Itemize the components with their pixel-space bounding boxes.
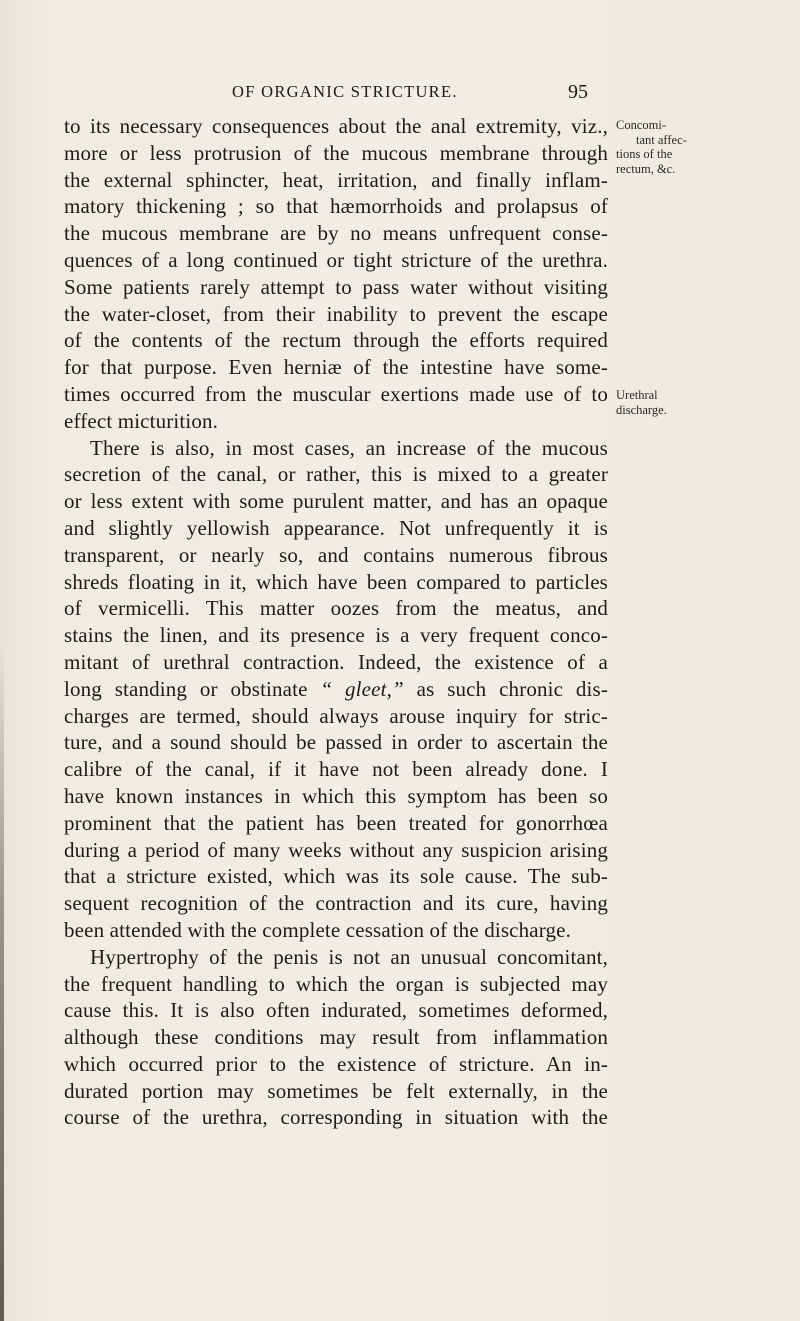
text-line: the frequent handling to which the organ is subjected may — [64, 971, 608, 996]
text-line: or less extent with some purulent matter, and has an opaque — [64, 489, 608, 514]
text-line: which occurred prior to the existence of stricture. An in- — [64, 1051, 608, 1076]
text-fragment: as such chronic dis- — [416, 676, 608, 701]
text-line: sequent recognition of the contraction and its cure, having — [64, 891, 608, 916]
text-line: have known instances in which this symptom has been so — [64, 783, 608, 808]
text-line: There is also, in most cases, an increase of the mucous — [90, 435, 608, 460]
text-line: that a stricture existed, which was its sole cause. The sub- — [64, 864, 608, 889]
text-line: durated portion may sometimes be felt externally, in the — [64, 1078, 608, 1103]
page-header — [0, 82, 800, 106]
margin-note-line: tant affec- — [636, 132, 687, 147]
text-line: of vermicelli. This matter oozes from the meatus, and — [64, 596, 608, 621]
text-line: shreds floating in it, which have been compared to particles — [64, 569, 608, 594]
text-line: course of the urethra, corresponding in situation with the — [64, 1105, 608, 1130]
text-line: cause this. It is also often indurated, sometimes deformed, — [64, 998, 608, 1023]
text-line: transparent, or nearly so, and contains numerous fibrous — [64, 542, 608, 567]
margin-note-line: discharge. — [616, 402, 667, 417]
margin-note-urethral-discharge — [616, 388, 768, 417]
text-line: during a period of many weeks without any suspicion arising — [64, 837, 608, 862]
text-line: Some patients rarely attempt to pass water without visiting — [64, 274, 608, 299]
text-line: mitant of urethral contraction. Indeed, the existence of a — [64, 649, 608, 674]
text-line: Hypertrophy of the penis is not an unusual concomitant, — [90, 944, 608, 969]
text-line-with-gleet — [64, 676, 608, 703]
text-line: and slightly yellowish appearance. Not unfrequently it is — [64, 515, 608, 540]
margin-note-line: tions of the — [616, 147, 673, 161]
text-line: calibre of the canal, if it have not been already done. I — [64, 757, 608, 782]
text-fragment: long standing or obstinate — [64, 676, 308, 701]
body-text — [64, 113, 608, 1131]
text-line: times occurred from the muscular exertions made use of to — [64, 381, 608, 406]
text-line: been attended with the complete cessation of the discharge. — [64, 917, 572, 942]
text-line: the water-closet, from their inability to prevent the escape — [64, 301, 608, 326]
text-line: matory thickening ; so that hæmorrhoids and prolapsus of — [64, 194, 608, 219]
text-line: to its necessary consequences about the anal extremity, viz., — [64, 114, 608, 138]
running-head: OF ORGANIC STRICTURE. — [232, 82, 458, 101]
margin-note-line: rectum, &c. — [616, 161, 676, 176]
page-binding-shadow — [0, 640, 4, 1321]
margin-note-concomitant — [616, 118, 768, 176]
text-line: for that purpose. Even herniæ of the intestine have some- — [64, 355, 608, 380]
text-line: the external sphincter, heat, irritation, and finally inflam- — [64, 167, 608, 192]
text-line: the mucous membrane are by no means unfrequent conse- — [64, 221, 608, 246]
gleet-term: “ gleet,” — [320, 676, 404, 701]
text-line: stains the linen, and its presence is a very frequent conco- — [64, 623, 608, 648]
text-line: more or less protrusion of the mucous membrane through — [64, 140, 608, 165]
text-line: effect micturition. — [64, 408, 219, 433]
text-line: of the contents of the rectum through the efforts required — [64, 328, 608, 353]
text-line: secretion of the canal, or rather, this is mixed to a greater — [64, 462, 608, 487]
page-number: 95 — [568, 81, 588, 103]
text-line: although these conditions may result from inflammation — [64, 1025, 608, 1050]
margin-note-line: Urethral — [616, 388, 658, 402]
text-line: ture, and a sound should be passed in order to ascertain the — [64, 730, 608, 755]
text-line: quences of a long continued or tight stricture of the urethra. — [64, 247, 608, 272]
text-line: charges are termed, should always arouse inquiry for stric- — [64, 703, 608, 728]
text-line: prominent that the patient has been treated for gonorrhœa — [64, 810, 608, 835]
margin-note-line: Concomi- — [616, 118, 666, 132]
